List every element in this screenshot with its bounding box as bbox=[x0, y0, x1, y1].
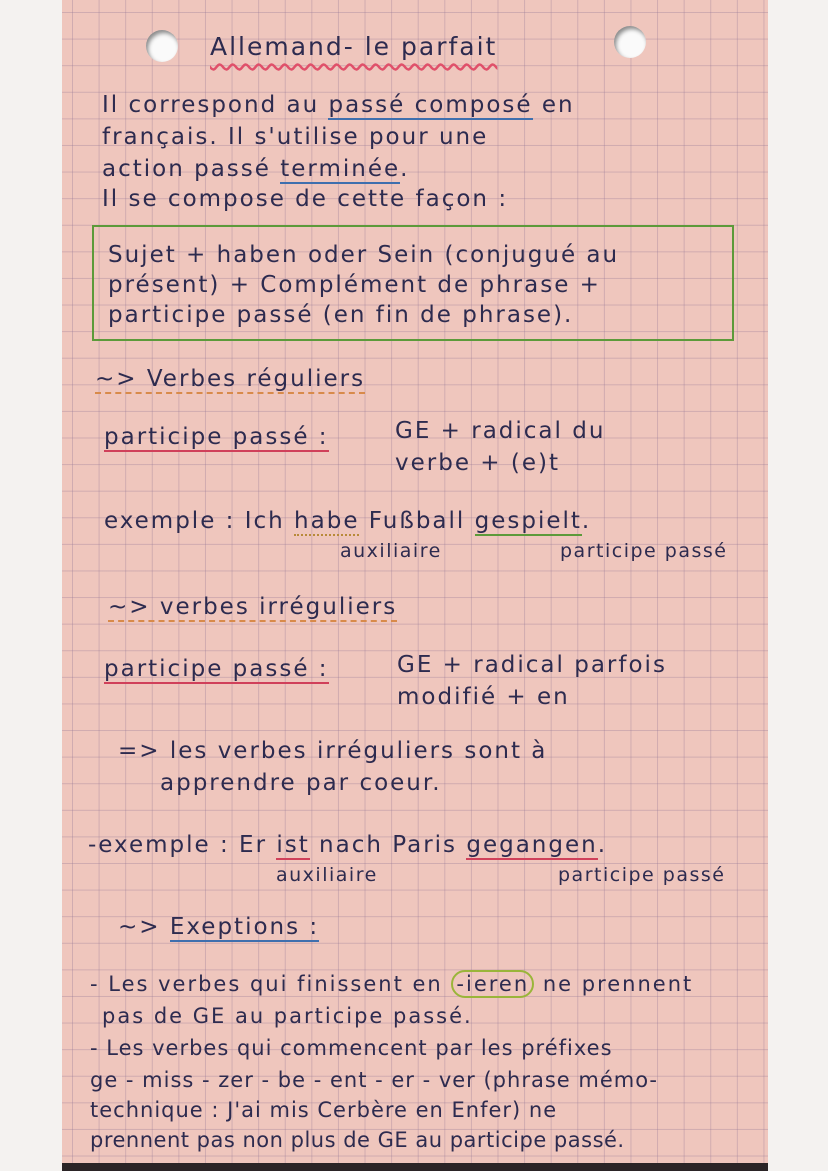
irregular-note: => les verbes irréguliers sont à bbox=[118, 738, 548, 764]
exception-line: prennent pas non plus de GE au participe passé. bbox=[90, 1128, 625, 1152]
irregular-label: participe passé : bbox=[104, 656, 329, 682]
background-edge bbox=[62, 1163, 768, 1171]
irregular-rule: GE + radical parfois bbox=[397, 652, 667, 678]
formula-line: Sujet + haben oder Sein (conjugué au bbox=[108, 242, 620, 268]
pp-note: participe passé bbox=[560, 540, 728, 562]
intro-line: français. Il s'utilise pour une bbox=[102, 124, 489, 150]
formula-line: présent) + Complément de phrase + bbox=[108, 272, 601, 298]
irregular-example: -exemple : Er ist nach Paris gegangen. bbox=[88, 832, 608, 858]
irregular-note: apprendre par coeur. bbox=[160, 770, 442, 796]
regular-label: participe passé : bbox=[104, 424, 329, 450]
exceptions-heading: ~> Exeptions : bbox=[118, 914, 320, 940]
regular-rule: GE + radical du bbox=[395, 418, 606, 444]
punch-hole bbox=[614, 26, 646, 58]
punch-hole bbox=[146, 30, 178, 62]
exception-line: pas de GE au participe passé. bbox=[102, 1004, 473, 1028]
exception-line: ge - miss - zer - be - ent - er - ver (phrase mémo- bbox=[90, 1068, 659, 1092]
pp-note: participe passé bbox=[558, 864, 726, 886]
irregular-rule: modifié + en bbox=[397, 684, 570, 710]
exception-line: technique : J'ai mis Cerbère en Enfer) ne bbox=[90, 1098, 558, 1122]
aux-note: auxiliaire bbox=[340, 540, 442, 562]
aux-note: auxiliaire bbox=[276, 864, 378, 886]
regular-heading: ~> Verbes réguliers bbox=[95, 366, 366, 392]
intro-line: Il se compose de cette façon : bbox=[102, 186, 509, 212]
regular-rule: verbe + (e)t bbox=[395, 450, 560, 476]
intro-line: action passé terminée. bbox=[102, 156, 410, 182]
page-title: Allemand- le parfait bbox=[210, 32, 498, 61]
exception-line: - Les verbes qui finissent en -ieren ne prennent bbox=[90, 972, 694, 996]
exception-line: - Les verbes qui commencent par les préfixes bbox=[90, 1036, 613, 1060]
intro-line: Il correspond au passé composé en bbox=[102, 92, 575, 118]
irregular-heading: ~> verbes irréguliers bbox=[108, 594, 398, 620]
regular-example: exemple : Ich habe Fußball gespielt. bbox=[104, 508, 592, 534]
formula-line: participe passé (en fin de phrase). bbox=[108, 302, 574, 328]
